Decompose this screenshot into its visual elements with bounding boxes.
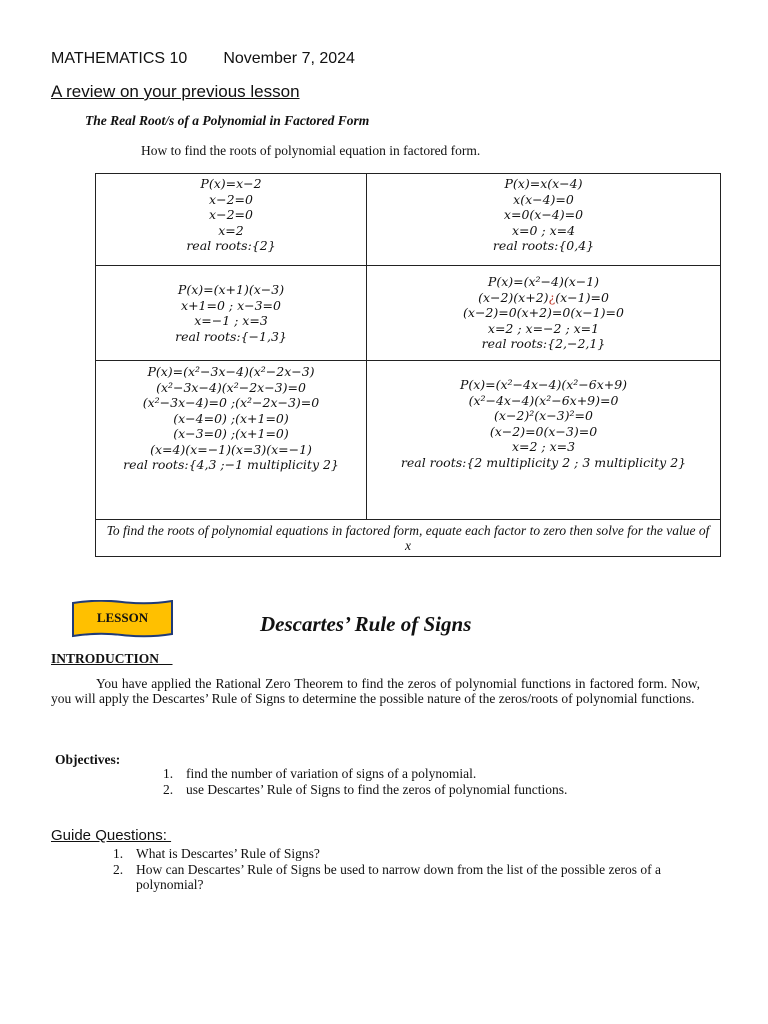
- equation-line: (x−2)=0(x−3)=0: [489, 423, 598, 439]
- real-roots-line: real roots:{−1,3}: [175, 328, 287, 344]
- equation-line: (x²−4x−4)(x²−6x+9)=0: [468, 392, 619, 408]
- equation-line: P(x)=x−2: [200, 176, 262, 191]
- list-text: What is Descartes’ Rule of Signs?: [136, 846, 320, 861]
- table-cell-example-3: [96, 266, 367, 361]
- real-roots-line: real roots:{4,3 ;−1 multiplicity 2}: [123, 457, 339, 472]
- equation-line: (x=4)(x=−1)(x=3)(x=−1): [150, 441, 312, 457]
- real-roots-line: real roots:{2}: [186, 238, 276, 253]
- introduction-paragraph: You have applied the Rational Zero Theorem to find the zeros of polynomial functions in factored form. Now, you will apply the Descartes’ Rule of Signs to determine the possible nature of the zeros/roots of polynomial functions.: [51, 676, 700, 706]
- equation-line: [367, 290, 720, 306]
- equation-line: (x²−3x−4)(x²−2x−3)=0: [156, 379, 306, 395]
- document-header: [51, 50, 355, 68]
- table-footer-note: To find the roots of polynomial equations in factored form, equate each factor to zero then solve for the value of x: [96, 520, 721, 557]
- table-cell-example-5: [96, 361, 367, 520]
- table-cell-example-6: [367, 361, 721, 520]
- guide-questions-list: [113, 846, 713, 893]
- equation-line: x−2=0: [209, 191, 253, 207]
- equation-line: x=−1 ; x=3: [194, 313, 268, 328]
- equation-line: (x−3=0) ;(x+1=0): [173, 426, 289, 441]
- table-cell-example-1: [96, 174, 367, 266]
- list-item: [163, 766, 567, 782]
- roots-table: [95, 173, 721, 557]
- equation-line: P(x)=(x²−3x−4)(x²−2x−3): [147, 364, 315, 379]
- equation-line: x=2: [218, 222, 244, 238]
- lesson-badge-label: LESSON: [96, 610, 149, 625]
- equation-line: (x−4=0) ;(x+1=0): [173, 410, 289, 426]
- list-text: use Descartes’ Rule of Signs to find the zeros of polynomial functions.: [186, 781, 568, 797]
- equation-line: P(x)=(x²−4)(x−1): [487, 274, 600, 290]
- equation-line: x(x−4)=0: [513, 191, 574, 207]
- equation-line: (x−2)=0(x+2)=0(x−1)=0: [463, 305, 624, 321]
- list-number: 1.: [113, 846, 124, 861]
- table-cell-example-2: [367, 174, 721, 266]
- list-item: [163, 782, 567, 798]
- equation-line: P(x)=(x²−4x−4)(x²−6x+9): [459, 377, 628, 392]
- real-roots-line: real roots:{0,4}: [492, 238, 595, 253]
- introduction-heading: INTRODUCTION: [51, 651, 173, 666]
- real-roots-line: real roots:{2,−2,1}: [481, 336, 606, 352]
- equation-part: (x−1)=0: [555, 289, 609, 305]
- date-label: November 7, 2024: [223, 50, 355, 67]
- subject-label: MATHEMATICS 10: [51, 50, 188, 67]
- list-text: find the number of variation of signs of a polynomial.: [186, 766, 477, 781]
- objectives-heading: Objectives:: [55, 752, 121, 767]
- equation-line: (x−2)²(x−3)²=0: [494, 408, 593, 423]
- table-cell-example-4: [367, 266, 721, 361]
- list-text: How can Descartes’ Rule of Signs be used to narrow down from the list of the possible zeros of a polynomial?: [136, 861, 661, 892]
- list-item: [113, 846, 713, 862]
- equation-line: x=0(x−4)=0: [503, 207, 584, 222]
- instruction-text: How to find the roots of polynomial equation in factored form.: [141, 143, 481, 158]
- equation-line: x=0 ; x=4: [511, 222, 576, 238]
- lesson-badge: [72, 600, 173, 638]
- equation-part: (x−2)(x+2): [478, 289, 549, 305]
- list-item: [113, 862, 713, 893]
- equation-line: x+1=0 ; x−3=0: [181, 297, 281, 313]
- list-number: 1.: [163, 766, 174, 781]
- lesson-title: Descartes’ Rule of Signs: [260, 612, 472, 636]
- equation-line: P(x)=x(x−4): [504, 176, 583, 191]
- equation-line: (x²−3x−4)=0 ;(x²−2x−3)=0: [142, 395, 320, 410]
- objectives-list: [163, 766, 567, 797]
- equation-line: x−2=0: [209, 207, 253, 222]
- list-number: 2.: [163, 781, 174, 797]
- error-glyph: ¿: [548, 289, 556, 305]
- equation-line: x=2 ; x=3: [511, 439, 576, 454]
- guide-questions-heading: Guide Questions:: [51, 827, 172, 844]
- equation-line: P(x)=(x+1)(x−3): [177, 282, 285, 297]
- equation-line: x=2 ; x=−2 ; x=1: [487, 320, 600, 336]
- section-subheading: The Real Root/s of a Polynomial in Factored Form: [85, 113, 370, 128]
- list-number: 2.: [113, 861, 124, 877]
- review-heading: A review on your previous lesson: [51, 82, 300, 101]
- real-roots-line: real roots:{2 multiplicity 2 ; 3 multiplicity 2}: [400, 454, 687, 470]
